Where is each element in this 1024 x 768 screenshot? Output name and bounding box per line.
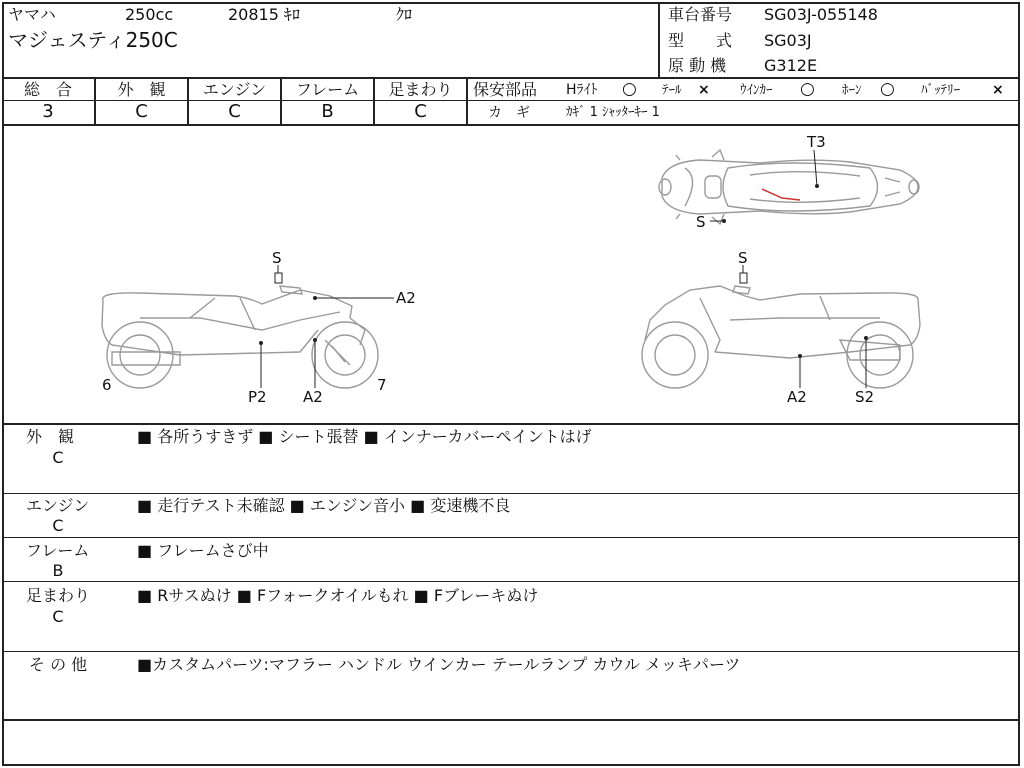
divider (2, 423, 1020, 425)
grade-label-engine: エンジン (202, 80, 267, 99)
battery-ng-mark: × (992, 82, 1004, 98)
engine-label: 原 動 機 (668, 56, 727, 75)
right-view-scooter (642, 286, 920, 388)
divider (2, 719, 1020, 721)
label-s-left: S (272, 249, 282, 267)
divider (2, 581, 1020, 582)
displacement: 250cc (125, 5, 174, 24)
label-s-right: S (738, 249, 748, 267)
damage-diagram (0, 126, 1024, 422)
section-text-engine: ■ 走行テスト未確認 ■ エンジン音小 ■ 変速機不良 (137, 496, 511, 515)
label-t3: T3 (807, 133, 826, 151)
tail-ng-mark: × (698, 82, 710, 98)
frame-no-label: 車台番号 (668, 5, 733, 24)
label-7: 7 (377, 376, 387, 394)
section-grade-frame: B (52, 561, 64, 580)
winker-label: ｳｲﾝｶｰ (740, 83, 773, 98)
divider (2, 77, 1020, 79)
horn-ok-mark: ○ (880, 79, 895, 99)
left-view-scooter (102, 286, 378, 388)
headlight-ok-mark: ○ (622, 79, 637, 99)
winker-ok-mark: ○ (800, 79, 815, 99)
grade-label-overall: 総 合 (23, 80, 72, 99)
divider (2, 537, 1020, 538)
section-name-engine: エンジン (26, 496, 90, 515)
model-code-label: 型 式 (668, 31, 733, 50)
section-text-frame: ■ フレームさび中 (137, 541, 269, 560)
model-name: マジェスティ250C (8, 28, 178, 52)
section-name-suspension: 足まわり (26, 586, 91, 605)
frame-no: SG03J-055148 (764, 5, 878, 24)
section-text-exterior: ■ 各所うすきず ■ シート張替 ■ インナーカバーペイントはげ (137, 427, 592, 446)
horn-label: ﾎｰﾝ (842, 83, 862, 98)
grade-value-overall: 3 (42, 101, 54, 122)
divider (466, 100, 1020, 101)
scratch-mark (762, 189, 800, 200)
divider (658, 2, 660, 78)
battery-label: ﾊﾞｯﾃﾘｰ (921, 83, 960, 98)
grade-label-exterior: 外 観 (117, 80, 166, 99)
label-a2-left-top: A2 (396, 289, 416, 307)
section-name-other: そ の 他 (29, 655, 88, 674)
headlight-label: Hﾗｲﾄ (566, 82, 598, 98)
grade-value-suspension: C (414, 101, 427, 122)
color: ｸﾛ (396, 5, 413, 24)
section-grade-suspension: C (52, 607, 64, 626)
grade-value-frame: B (321, 101, 334, 122)
section-text-suspension: ■ Rサスぬけ ■ Fフォークオイルもれ ■ Fブレーキぬけ (137, 586, 539, 605)
tail-label: ﾃｰﾙ (662, 83, 682, 98)
label-s2-right: S2 (855, 388, 875, 406)
section-grade-exterior: C (52, 448, 64, 467)
key-value: ｶｷﾞ 1 ｼｬｯﾀｰｷｰ 1 (566, 105, 660, 120)
grade-label-frame: フレーム (295, 80, 360, 99)
model-code: SG03J (764, 31, 812, 50)
section-name-frame: フレーム (26, 541, 90, 560)
engine-model: G312E (764, 56, 818, 75)
label-6: 6 (102, 376, 112, 394)
section-grade-engine: C (52, 516, 64, 535)
section-name-exterior: 外 観 (26, 427, 75, 446)
safety-label: 保安部品 (473, 80, 538, 99)
mileage: 20815 ｷﾛ (228, 5, 300, 24)
divider (466, 78, 468, 125)
label-s-top: S (696, 213, 706, 231)
grade-value-engine: C (228, 101, 241, 122)
key-label: カ ギ (488, 105, 530, 121)
label-p2: P2 (248, 388, 267, 406)
divider (2, 651, 1020, 652)
label-a2-right: A2 (787, 388, 807, 406)
divider (2, 493, 1020, 494)
maker-name: ヤマハ (8, 5, 56, 24)
grade-label-suspension: 足まわり (388, 80, 453, 99)
grade-value-exterior: C (135, 101, 148, 122)
label-a2-left-bottom: A2 (303, 388, 323, 406)
section-text-other: ■カスタムパーツ:マフラー ハンドル ウインカー テールランプ カウル メッキパーツ (137, 655, 741, 674)
